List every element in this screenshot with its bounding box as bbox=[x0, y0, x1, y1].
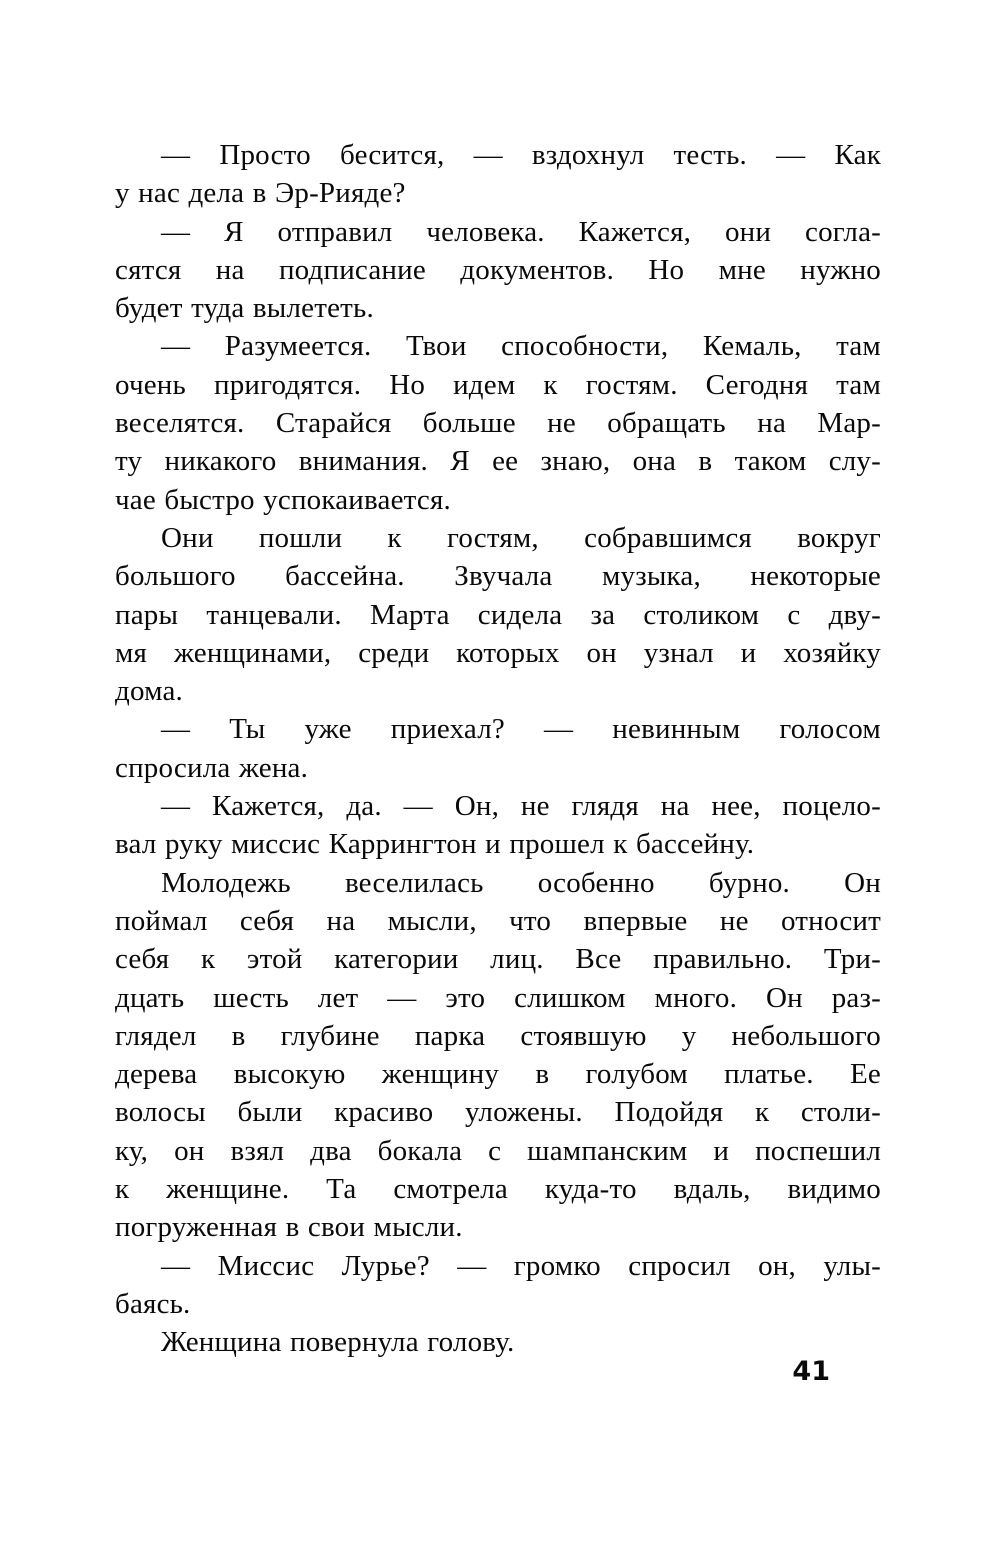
text-line: дерева высокую женщину в голубом платье. Ее bbox=[115, 1058, 881, 1091]
text-line: баясь. bbox=[115, 1287, 191, 1320]
text-line: — Ты уже приехал? — невинным голосом bbox=[161, 713, 881, 746]
text-line: волосы были красиво уложены. Подойдя к столи- bbox=[115, 1096, 881, 1129]
paragraph bbox=[115, 136, 881, 213]
paragraph bbox=[115, 787, 881, 864]
text-line: — Разумеется. Твои способности, Кемаль, там bbox=[161, 330, 881, 363]
text-line: ку, он взял два бокала с шампанским и поспешил bbox=[115, 1134, 881, 1167]
text-line: — Миссис Лурье? — громко спросил он, улы- bbox=[161, 1249, 881, 1282]
text-line: Молодежь веселилась особенно бурно. Он bbox=[161, 866, 881, 899]
text-line: веселятся. Старайся больше не обращать на Мар- bbox=[115, 407, 881, 440]
text-line: пары танцевали. Марта сидела за столиком с дву- bbox=[115, 598, 881, 631]
text-line: Женщина повернула голову. bbox=[161, 1326, 515, 1359]
text-line: погруженная в свои мысли. bbox=[115, 1211, 463, 1244]
text-line: спросила жена. bbox=[115, 751, 309, 784]
page-text bbox=[115, 136, 881, 1362]
text-line: себя к этой категории лиц. Все правильно. Три- bbox=[115, 943, 881, 976]
text-line: — Просто бесится, — вздохнул тесть. — Как bbox=[161, 139, 881, 171]
paragraph bbox=[115, 864, 881, 1247]
text-line: вал руку миссис Каррингтон и прошел к бассейну. bbox=[115, 828, 755, 861]
paragraph bbox=[115, 1323, 881, 1361]
text-line: чае быстро успокаивается. bbox=[115, 483, 451, 516]
text-line: — Я отправил человека. Кажется, они согла- bbox=[161, 215, 881, 248]
paragraph bbox=[115, 1247, 881, 1324]
text-line: дома. bbox=[115, 675, 183, 708]
text-line: — Кажется, да. — Он, не глядя на нее, поцело- bbox=[161, 790, 881, 823]
text-line: большого бассейна. Звучала музыка, некоторые bbox=[115, 560, 881, 593]
text-line: ту никакого внимания. Я ее знаю, она в таком слу- bbox=[115, 445, 881, 478]
paragraph bbox=[115, 213, 881, 328]
text-line: дцать шесть лет — это слишком много. Он раз- bbox=[115, 981, 881, 1014]
paragraph bbox=[115, 710, 881, 787]
paragraph bbox=[115, 519, 881, 710]
paragraph bbox=[115, 327, 881, 518]
text-line: будет туда вылететь. bbox=[115, 292, 374, 325]
text-line: мя женщинами, среди которых он узнал и хозяйку bbox=[115, 636, 881, 669]
text-line: сятся на подписание документов. Но мне нужно bbox=[115, 253, 881, 286]
text-line: к женщине. Та смотрела куда-то вдаль, видимо bbox=[115, 1173, 881, 1206]
text-line: глядел в глубине парка стоявшую у небольшого bbox=[115, 1019, 881, 1052]
text-line: поймал себя на мысли, что впервые не относит bbox=[115, 904, 881, 937]
text-line: очень пригодятся. Но идем к гостям. Сегодня там bbox=[115, 368, 881, 401]
page-number: 41 bbox=[792, 1356, 830, 1387]
text-line: Они пошли к гостям, собравшимся вокруг bbox=[161, 521, 881, 554]
text-line: у нас дела в Эр-Рияде? bbox=[115, 177, 406, 210]
